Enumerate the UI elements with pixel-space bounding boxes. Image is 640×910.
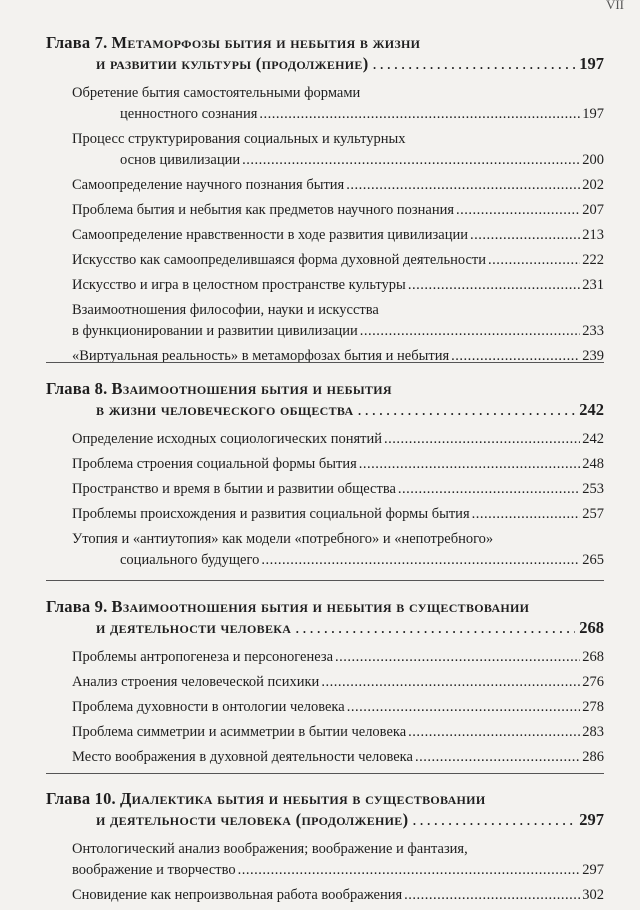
toc-entry[interactable]: [72, 529, 604, 571]
entry-page: 207: [582, 202, 604, 218]
entry-title-line2: ценностного сознания: [120, 106, 258, 122]
toc-entry[interactable]: [72, 647, 604, 668]
entry-page: 302: [582, 887, 604, 903]
entry-title: Искусство и игра в целостном пространстве культуры: [72, 277, 406, 293]
leader-dots: [347, 697, 581, 718]
entry-title: Проблема симметрии и асимметрии в бытии человека: [72, 724, 407, 740]
toc-entry[interactable]: [72, 429, 604, 450]
entry-title: Проблема духовности в онтологии человека: [72, 699, 345, 715]
toc-entry[interactable]: [72, 250, 604, 271]
entry-title-line1: Взаимоотношения философии, науки и искусства: [72, 302, 379, 318]
entry-title: «Виртуальная реальность» в метаморфозах бытия и небытия: [72, 348, 450, 364]
entry-title: Проблема бытия и небытия как предметов научного познания: [72, 202, 455, 218]
entry-list: [72, 839, 604, 906]
chapter-page: 297: [579, 810, 604, 829]
toc-entry[interactable]: [72, 175, 604, 196]
chapter-heading[interactable]: [46, 378, 604, 420]
entry-title-line2: социального будущего: [120, 552, 260, 568]
entry-title: Самоопределение научного познания бытия: [72, 177, 345, 193]
leader-dots: [415, 747, 580, 768]
leader-dots: [384, 429, 580, 450]
leader-dots: [398, 479, 580, 500]
chapter-page: 242: [579, 400, 604, 419]
chapter-title-line1: Взаимоотношения бытия и небытия: [111, 379, 392, 398]
leader-dots: [261, 550, 580, 571]
entry-title: Определение исходных социологических понятий: [72, 431, 383, 447]
toc-entry[interactable]: [72, 300, 604, 342]
chapter-title-line1: Взаимоотношения бытия и небытия в существовании: [111, 597, 530, 616]
chapter-title-line2: в жизни человеческого общества: [96, 400, 354, 419]
leader-dots: [404, 885, 580, 906]
entry-page: 283: [582, 724, 604, 740]
toc-entry[interactable]: [72, 885, 604, 906]
chapter-label: Глава 7.: [46, 33, 108, 52]
entry-page: 197: [582, 106, 604, 122]
leader-dots: [456, 200, 580, 221]
leader-dots: [346, 175, 580, 196]
chapter-heading[interactable]: [46, 788, 604, 830]
chapter-title-line2: и развитии культуры (продолжение): [96, 54, 369, 73]
entry-list: [72, 647, 604, 768]
leader-dots: [321, 672, 580, 693]
entry-title-line1: Процесс структурирования социальных и культурных: [72, 131, 406, 147]
toc-entry[interactable]: [72, 83, 604, 125]
entry-page: 222: [582, 252, 604, 268]
entry-title-line1: Утопия и «антиутопия» как модели «потребного» и «непотребного»: [72, 531, 494, 547]
toc-entry[interactable]: [72, 129, 604, 171]
leader-dots: [242, 150, 580, 171]
chapter-heading[interactable]: [46, 32, 604, 74]
chapter-title-line2: и деятельности человека: [96, 618, 292, 637]
entry-title: Проблема строения социальной формы бытия: [72, 456, 357, 472]
section-divider: [46, 773, 604, 774]
chapter-title-line1: Диалектика бытия и небытия в существовании: [119, 789, 486, 808]
entry-title: Сновидение как непроизвольная работа воображения: [72, 887, 403, 903]
leader-dots: [357, 399, 575, 420]
toc-entry[interactable]: [72, 200, 604, 221]
entry-page: 248: [582, 456, 604, 472]
chapter-9: [0, 596, 640, 772]
entry-page: 233: [582, 323, 604, 339]
section-divider: [46, 580, 604, 581]
leader-dots: [412, 809, 575, 830]
chapter-title-line2: и деятельности человека (продолжение): [96, 810, 409, 829]
entry-page: 286: [582, 749, 604, 765]
leader-dots: [238, 860, 581, 881]
chapter-page: 268: [579, 618, 604, 637]
entry-page: 276: [582, 674, 604, 690]
entry-title-line2: в функционировании и развитии цивилизации: [72, 323, 358, 339]
toc-entry[interactable]: [72, 747, 604, 768]
entry-page: 200: [582, 152, 604, 168]
leader-dots: [373, 53, 576, 74]
leader-dots: [470, 225, 580, 246]
leader-dots: [408, 722, 580, 743]
chapter-10: [0, 788, 640, 910]
leader-dots: [295, 617, 575, 638]
chapter-title-line1: Метаморфозы бытия и небытия в жизни: [111, 33, 421, 52]
entry-title-line2: основ цивилизации: [120, 152, 241, 168]
entry-page: 268: [582, 649, 604, 665]
entry-page: 253: [582, 481, 604, 497]
leader-dots: [451, 346, 580, 367]
entry-list: [72, 429, 604, 571]
leader-dots: [472, 504, 581, 525]
entry-page: 242: [582, 431, 604, 447]
leader-dots: [359, 454, 580, 475]
entry-page: 231: [582, 277, 604, 293]
toc-entry[interactable]: [72, 479, 604, 500]
toc-entry[interactable]: [72, 346, 604, 367]
entry-title: Место воображения в духовной деятельности человека: [72, 749, 413, 765]
entry-title: Самоопределение нравственности в ходе развития цивилизации: [72, 227, 468, 243]
chapter-page: 197: [579, 54, 604, 73]
entry-title-line1: Обретение бытия самостоятельными формами: [72, 85, 361, 101]
entry-title: Искусство как самоопределившаяся форма духовной деятельности: [72, 252, 487, 268]
leader-dots: [408, 275, 580, 296]
entry-page: 265: [582, 552, 604, 568]
chapter-label: Глава 9.: [46, 597, 108, 616]
toc-entry[interactable]: [72, 225, 604, 246]
chapter-heading[interactable]: [46, 596, 604, 638]
entry-title-line1: Онтологический анализ воображения; воображение и фантазия,: [72, 841, 468, 857]
entry-page: 202: [582, 177, 604, 193]
section-divider: [46, 362, 604, 363]
entry-page: 239: [582, 348, 604, 364]
toc-entry[interactable]: [72, 672, 604, 693]
entry-title-line2: воображение и творчество: [72, 862, 236, 878]
entry-page: 213: [582, 227, 604, 243]
chapter-label: Глава 10.: [46, 789, 116, 808]
toc-entry[interactable]: [72, 697, 604, 718]
entry-title: Проблемы происхождения и развития социальной формы бытия: [72, 506, 470, 522]
leader-dots: [360, 321, 580, 342]
chapter-label: Глава 8.: [46, 379, 108, 398]
toc-entry[interactable]: [72, 839, 604, 881]
chapter-7: [0, 32, 640, 371]
entry-page: 278: [582, 699, 604, 715]
leader-dots: [259, 104, 580, 125]
entry-title: Анализ строения человеческой психики: [72, 674, 320, 690]
toc-entry[interactable]: [72, 275, 604, 296]
entry-page: 257: [582, 506, 604, 522]
entry-list: [72, 83, 604, 367]
page-number: VII: [605, 0, 624, 12]
toc-entry[interactable]: [72, 722, 604, 743]
toc-entry[interactable]: [72, 504, 604, 525]
entry-title: Пространство и время в бытии и развитии общества: [72, 481, 396, 497]
entry-title: Проблемы антропогенеза и персоногенеза: [72, 649, 334, 665]
chapter-8: [0, 378, 640, 575]
leader-dots: [335, 647, 580, 668]
toc-entry[interactable]: [72, 454, 604, 475]
leader-dots: [488, 250, 580, 271]
entry-page: 297: [582, 862, 604, 878]
